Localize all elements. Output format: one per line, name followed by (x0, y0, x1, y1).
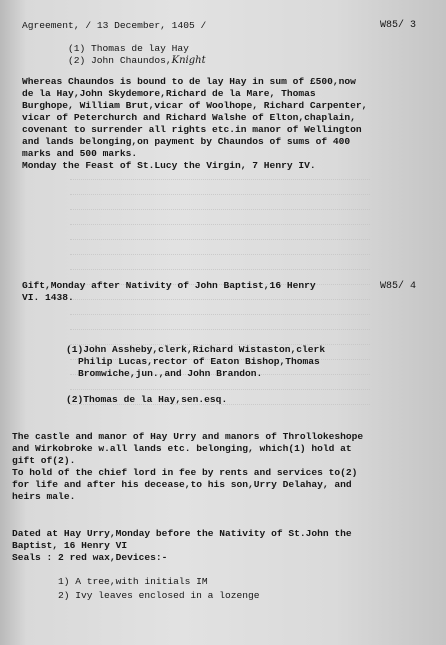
record2-party-1-line: (1)John Assheby,clerk,Richard Wistaston,clerk (66, 344, 326, 355)
record1-heading: Agreement, / 13 December, 1405 / (22, 20, 207, 31)
record1-body-line: vicar of Peterchurch and Richard Walshe of Elton,chaplain, (22, 112, 356, 123)
record2-reference: W85/ 4 (380, 281, 417, 292)
record2-dated-line: Baptist, 16 Henry VI (12, 540, 128, 551)
record2-party-1-line: Philip Lucas,rector of Eaton Bishop,Thomas (78, 356, 320, 367)
record2-body-line: for life and after his decease,to his son,Urry Delahay, and (12, 479, 352, 490)
record1-body-line: and lands belonging,on payment by Chaundos of sums of 400 (22, 136, 351, 147)
record1-date: Monday the Feast of St.Lucy the Virgin, 7 Henry IV. (22, 160, 316, 171)
record1-body-line: Burghope, William Brut,vicar of Woolhope, Richard Carpenter, (22, 100, 368, 111)
record1-reference: W85/ 3 (380, 20, 417, 31)
record1-party-1: (1) Thomas de lay Hay (68, 43, 189, 54)
record2-body-line: To hold of the chief lord in fee by rents and services to(2) (12, 467, 358, 478)
record2-party-2: (2)Thomas de la Hay,sen.esq. (66, 394, 228, 405)
record2-body-line: The castle and manor of Hay Urry and manors of Throllokeshope (12, 431, 364, 442)
record2-dated-line: Dated at Hay Urry,Monday before the Nativity of St.John the (12, 528, 352, 539)
record2-body-line: heirs male. (12, 491, 76, 502)
record2-heading-cont: VI. 1438. (22, 292, 74, 303)
handwritten-knight-annotation: Knight (171, 55, 206, 66)
record1-body-line: marks and 500 marks. (22, 148, 138, 159)
record2-device-2: 2) Ivy leaves enclosed in a lozenge (58, 590, 260, 601)
record2-device-1: 1) A tree,with initials IM (58, 576, 208, 587)
record1-party-2: (2) John Chaundos,Knight (68, 55, 206, 66)
record1-body-line: covenant to surrender all rights etc.in manor of Wellington (22, 124, 362, 135)
record2-seals-line: Seals : 2 red wax,Devices:- (12, 552, 168, 563)
record2-body-line: and Wirkobroke w.all lands etc. belonging, which(1) hold at (12, 443, 352, 454)
record1-body-line: de la Hay,John Skydemore,Richard de la Mare, Thomas (22, 88, 316, 99)
record2-party-1-line: Bromwiche,jun.,and John Brandon. (78, 368, 263, 379)
record2-heading: Gift,Monday after Nativity of John Baptist,16 Henry (22, 280, 316, 291)
record2-body-line: gift of(2). (12, 455, 76, 466)
record1-body-line: Whereas Chaundos is bound to de lay Hay in sum of £500,now (22, 76, 356, 87)
